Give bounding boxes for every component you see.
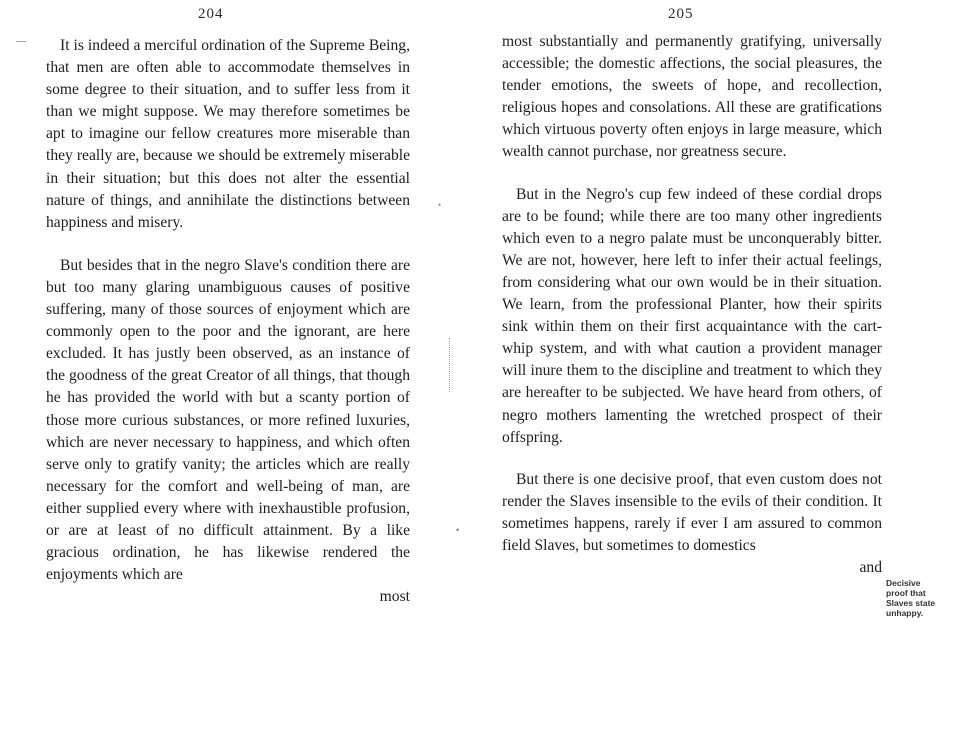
gutter-mark: • <box>438 200 442 210</box>
right-page-text <box>502 31 882 579</box>
margin-note <box>886 578 976 618</box>
right-paragraph-2: But in the Negro's cup few indeed of these cordial drops are to be found; while there are too many other ingredients which even to a negro palate must be unconquerably bitter. We are not, however, here left to infer their actual feelings, from considering what our own would be in their situation. We learn, from the professional Planter, how their spirits sink within them on their first acquaintance with the cart-whip system, and with what caution a provident manager will inure them to the discipline and treatment to which they are hereafter to be subjected. We have heard from others, of negro mothers lamenting the wretched prospect of their offspring. <box>502 185 882 446</box>
margin-note-line: proof that <box>886 588 926 598</box>
left-page-number: 204 <box>198 6 224 22</box>
right-paragraph-3: But there is one decisive proof, that even custom does not render the Slaves insensible to the evils of their condition. It sometimes happens, rarely if ever I am assured to common field Slaves, but sometimes to domestics <box>502 470 882 554</box>
left-page-text <box>46 35 410 608</box>
right-page <box>470 0 980 733</box>
right-page-number: 205 <box>668 6 694 22</box>
right-paragraph-1: most substantially and permanently gratifying, universally accessible; the domestic affections, the social pleasures, the tender emotions, the sweets of hope, and recollection, religious hopes and consolations. All these are gratifications which virtuous poverty often enjoys in large measure, which wealth cannot purchase, nor greatness secure. <box>502 33 882 161</box>
right-catchword: and <box>859 559 882 577</box>
gutter-tick: • <box>456 525 460 535</box>
left-catchword: most <box>379 588 410 606</box>
left-paragraph-2: But besides that in the negro Slave's condition there are but too many glaring unambiguous causes of positive suffering, many of those sources of enjoyment which are commonly open to the poor and the ignorant, are here excluded. It has justly been observed, as an instance of the goodness of the great Creator of all things, that though he has provided the world with but a scanty portion of those more curious substances, or more refined luxuries, which are never necessary to happiness, and which often serve only to gratify vanity; the articles which are really necessary for the comfort and well-being of man, are either supplied every where with inexhaustible profusion, or are at least of no difficult attainment. By a like gracious ordination, he has likewise rendered the enjoyments which are <box>46 256 410 584</box>
gutter-dots <box>449 338 453 392</box>
margin-note-line: unhappy. <box>886 608 924 618</box>
margin-dash-mark: — <box>16 36 26 47</box>
margin-note-line: Decisive <box>886 578 921 588</box>
left-paragraph-1: It is indeed a merciful ordination of the Supreme Being, that men are often able to accommodate themselves in some degree to their situation, and to suffer less from it than we might suppose. We may therefore sometimes be apt to imagine our fellow creatures more miserable than they really are, because we should be extremely miserable in their situation; but this does not alter the essential nature of things, and annihilate the distinctions between happiness and misery. <box>46 37 410 231</box>
margin-note-line: Slaves state <box>886 598 936 608</box>
left-page <box>0 0 470 733</box>
